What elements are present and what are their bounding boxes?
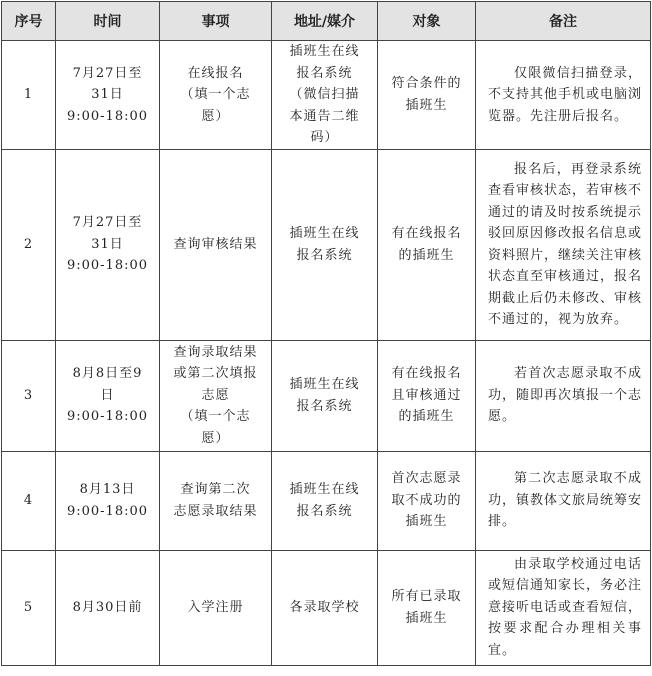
row-time: 7月27日至 31日 9:00-18:00: [56, 41, 160, 150]
row-note-text: 由录取学校通过电话或短信通知家长，务必注意接听电话或查看短信，按要求配合办理相关事宜。: [488, 556, 643, 658]
row-time: 8月13日 9:00-18:00: [56, 451, 160, 550]
row-note-text: 若首次志愿录取不成功，随即再次填报一个志愿。: [488, 366, 643, 425]
row-seq: 2: [2, 149, 56, 340]
row-target: 所有已录取 插班生: [378, 550, 476, 665]
header-target: 对象: [378, 2, 476, 41]
row-note: [476, 340, 651, 451]
row-target: 有在线报名 的插班生: [378, 149, 476, 340]
row-note: [476, 550, 651, 665]
row-note-text: 报名后，再登录系统查看审核状态，若审核不通过的请及时按系统提示驳回原因修改报名信息或资料照片，继续关注审核状态直至审核通过，报名期截止后仍未修改、审核不通过的，视为放弃。: [488, 161, 643, 327]
row-target: 符合条件的 插班生: [378, 41, 476, 150]
row-item: 查询审核结果: [160, 149, 272, 340]
table-row: [2, 340, 651, 451]
row-note: [476, 451, 651, 550]
row-note: [476, 149, 651, 340]
row-note-text: 第二次志愿录取不成功，镇教体文旅局统筹安排。: [488, 471, 643, 530]
table-row: [2, 41, 651, 150]
header-time: 时间: [56, 2, 160, 41]
row-target: 首次志愿录 取不成功的 插班生: [378, 451, 476, 550]
row-address: 插班生在线 报名系统: [272, 451, 378, 550]
header-item: 事项: [160, 2, 272, 41]
row-target: 有在线报名 且审核通过 的插班生: [378, 340, 476, 451]
header-seq: 序号: [2, 2, 56, 41]
row-time: 8月30日前: [56, 550, 160, 665]
row-item: 查询录取结果 或第二次填报 志愿 （填一个志 愿）: [160, 340, 272, 451]
row-item: 入学注册: [160, 550, 272, 665]
table-row: [2, 451, 651, 550]
row-address: 插班生在线 报名系统: [272, 340, 378, 451]
row-address: 插班生在线 报名系统 （微信扫描 本通告二维 码）: [272, 41, 378, 150]
row-address: 插班生在线 报名系统: [272, 149, 378, 340]
header-note: 备注: [476, 2, 651, 41]
row-time: 7月27日至 31日 9:00-18:00: [56, 149, 160, 340]
table-row: [2, 550, 651, 665]
row-seq: 3: [2, 340, 56, 451]
row-seq: 4: [2, 451, 56, 550]
row-note-text: 仅限微信扫描登录，不支持其他手机或电脑浏览器。先注册后报名。: [488, 65, 643, 124]
row-item: 查询第二次 志愿录取结果: [160, 451, 272, 550]
row-item: 在线报名 （填一个志 愿）: [160, 41, 272, 150]
header-row: [2, 2, 651, 41]
row-seq: 5: [2, 550, 56, 665]
row-address: 各录取学校: [272, 550, 378, 665]
table-row: [2, 149, 651, 340]
header-address: 地址/媒介: [272, 2, 378, 41]
row-note: [476, 41, 651, 150]
row-time: 8月8日至9 日 9:00-18:00: [56, 340, 160, 451]
row-seq: 1: [2, 41, 56, 150]
schedule-table: [1, 1, 651, 666]
